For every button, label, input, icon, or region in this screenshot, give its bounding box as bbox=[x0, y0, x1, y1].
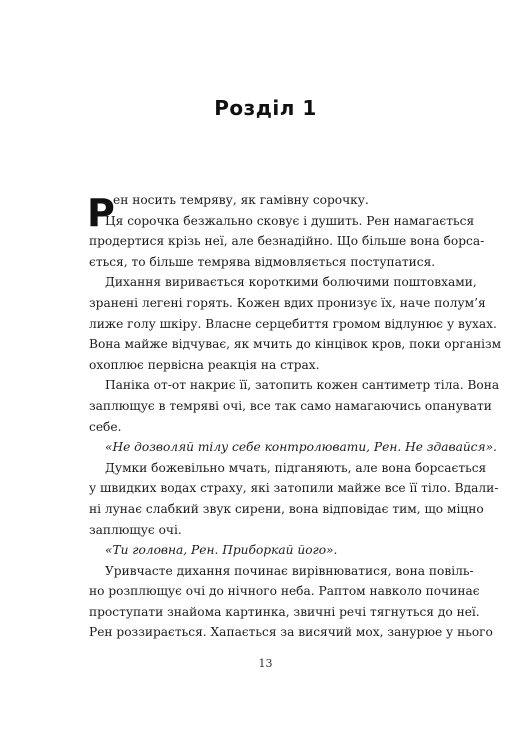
text-line: заплющує очі. bbox=[89, 522, 182, 537]
text-line: Вона майже відчуває, як мчить до кінцівок кров, поки організм bbox=[89, 337, 502, 352]
text-line: ен носить темряву, як гамівну сорочку. bbox=[113, 193, 369, 207]
text-line: зранені легені горять. Кожен вдих пронизує їх, наче полум’я bbox=[89, 295, 486, 310]
text-line: у швидких водах страху, які затопили майже все її тіло. Вдали- bbox=[89, 481, 499, 496]
italic-thought-line: «Не дозволяй тілу себе контролювати, Рен. Не здавайся». bbox=[105, 440, 497, 455]
text-line: ється, то більше темрява відмовляється поступатися. bbox=[89, 254, 436, 269]
italic-thought-line: «Ти головна, Рен. Приборкай його». bbox=[105, 543, 338, 558]
text-line: заплющує в темряві очі, все так само намагаючись опанувати bbox=[89, 398, 492, 413]
text-line: ні лунає слабкий звук сирени, вона відповідає тим, що міцно bbox=[89, 501, 484, 516]
text-line: Паніка от-от накриє її, затопить кожен сантиметр тіла. Вона bbox=[105, 378, 500, 393]
text-line: продертися крізь неї, але безнадійно. Що більше вона борса- bbox=[89, 234, 485, 249]
text-line: Рен роззирається. Хапається за висячий мох, занурюе у нього bbox=[89, 625, 493, 640]
text-line: Думки божевільно мчать, підганяють, але вона борсається bbox=[105, 460, 487, 475]
text-line: лиже голу шкіру. Власне серцебиття громом відлунює у вухах. bbox=[89, 316, 497, 331]
first-paragraph bbox=[87, 190, 475, 235]
page-number: 13 bbox=[258, 657, 273, 670]
text-line: Дихання виривається короткими болючими поштовхами, bbox=[105, 275, 477, 290]
text-line: Ця сорочка безжально сковує і душить. Рен намагається bbox=[105, 213, 475, 228]
text-line: себе. bbox=[89, 419, 122, 434]
text-line: проступати знайома картинка, звичні речі тягнуться до неї. bbox=[89, 604, 480, 619]
chapter-body bbox=[87, 190, 502, 643]
text-line: охоплює первісна реакція на страх. bbox=[89, 357, 320, 372]
chapter-title: Розділ 1 bbox=[214, 96, 317, 120]
text-line: Уривчасте дихання починає вирівнюватися, вона повіль- bbox=[105, 563, 474, 578]
drop-cap: Р bbox=[87, 191, 115, 235]
text-line: но розплющує очі до нічного неба. Раптом навколо починає bbox=[89, 584, 480, 599]
